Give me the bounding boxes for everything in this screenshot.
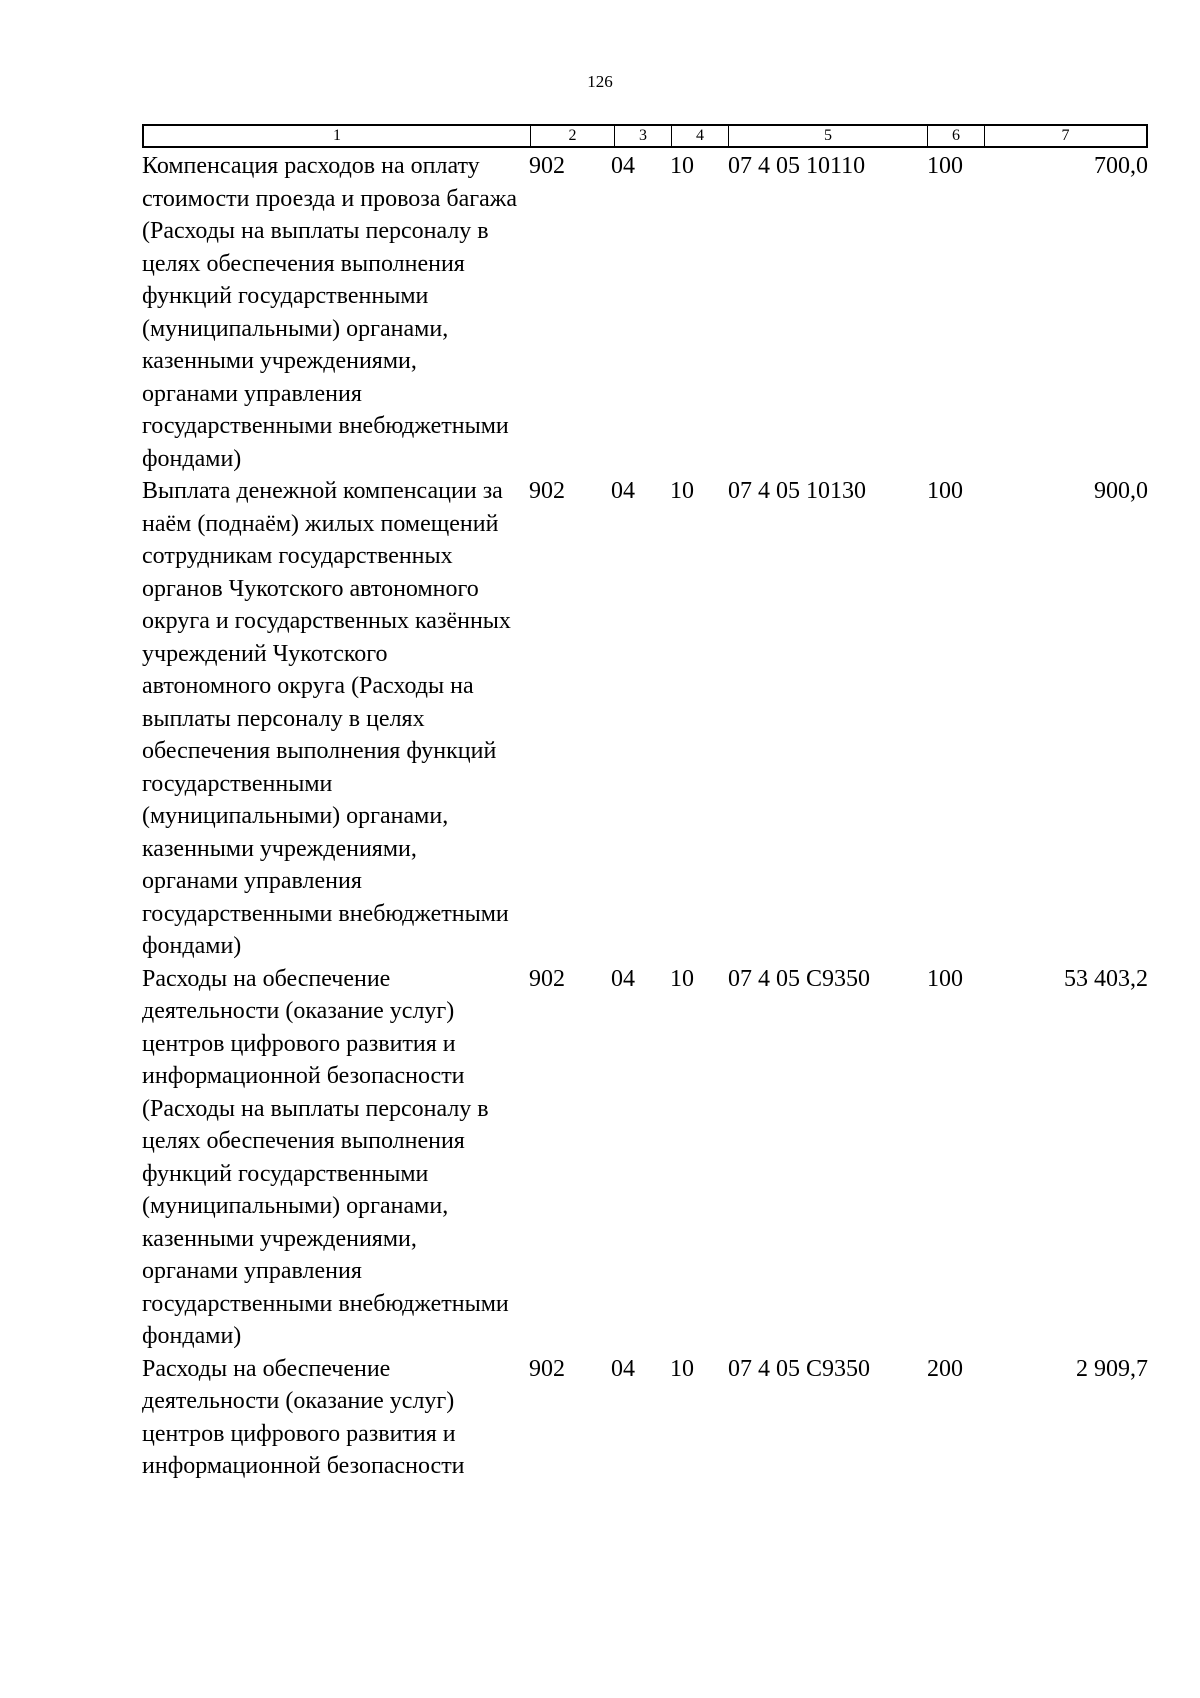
table-row (142, 1353, 1148, 1483)
row-col-3: 04 (611, 478, 635, 504)
header-col-6: 6 (928, 126, 985, 146)
row-col-5: 07 4 05 С9350 (728, 1355, 871, 1382)
header-col-1: 1 (144, 126, 531, 146)
row-col-4: 10 (670, 1355, 694, 1382)
row-col-6: 100 (927, 153, 963, 179)
row-col-3: 04 (611, 153, 635, 179)
row-col-2: 902 (529, 478, 565, 504)
page-number: 126 (587, 72, 613, 91)
row-col-3: 04 (611, 1355, 635, 1382)
row-description: Компенсация расходов на оплату стоимости проезда и провоза багажа (Расходы на выплаты персоналу в целях обеспечения выполнения функций государственными (муниципальными) органами, казенными учреждениями, органами управления государственными внебюджетными фондами) (142, 153, 518, 472)
row-description: Выплата денежной компенсации за наём (поднаём) жилых помещений сотрудникам государственных органов Чукотского автономного округа и государственных казённых учреждений Чукотского автономного округа (Расходы на выплаты персоналу в целях обеспечения выполнения функций государственными (муниципальными) органами, казенными учреждениями, органами управления государственными внебюджетными фондами) (142, 478, 511, 959)
row-col-5: 07 4 05 10110 (728, 153, 866, 179)
table-row (142, 475, 1148, 963)
row-col-6: 100 (927, 478, 963, 504)
row-col-7: 53 403,2 (1064, 965, 1148, 992)
row-col-6: 100 (927, 965, 963, 992)
row-description: Расходы на обеспечение деятельности (оказание услуг) центров цифрового развития и информационной безопасности (142, 1355, 465, 1479)
row-col-4: 10 (670, 965, 694, 992)
header-col-5: 5 (729, 126, 928, 146)
row-col-4: 10 (670, 478, 694, 504)
header-col-2: 2 (531, 126, 615, 146)
row-col-7: 900,0 (1094, 478, 1148, 504)
row-col-5: 07 4 05 10130 (728, 478, 866, 504)
row-description: Расходы на обеспечение деятельности (оказание услуг) центров цифрового развития и информационной безопасности (Расходы на выплаты персоналу в целях обеспечения выполнения функций государственными (муниципальными) органами, казенными учреждениями, органами управления государственными внебюджетными фондами) (142, 965, 509, 1349)
table-header (142, 124, 1148, 148)
table-body (142, 150, 1148, 1483)
row-col-7: 700,0 (1094, 153, 1148, 179)
row-col-7: 2 909,7 (1076, 1355, 1148, 1382)
row-col-4: 10 (670, 153, 694, 179)
header-col-4: 4 (672, 126, 729, 146)
row-col-5: 07 4 05 С9350 (728, 965, 871, 992)
row-col-3: 04 (611, 965, 635, 992)
row-col-2: 902 (529, 965, 565, 992)
header-col-7: 7 (1061, 127, 1070, 144)
table-row (142, 963, 1148, 1353)
row-col-2: 902 (529, 153, 565, 179)
row-col-6: 200 (927, 1355, 963, 1382)
header-col-3: 3 (615, 126, 672, 146)
row-col-2: 902 (529, 1355, 565, 1382)
table-row (142, 150, 1148, 475)
